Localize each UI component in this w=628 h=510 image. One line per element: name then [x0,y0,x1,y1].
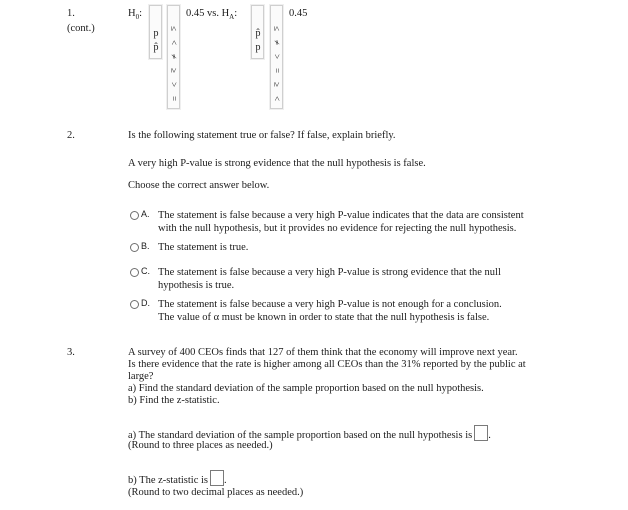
option-c-radio[interactable] [130,268,139,277]
q3-part-b: b) The z-statistic is . [128,470,227,486]
q1-number: 1. [67,8,75,19]
ha-symbol-option[interactable]: = [272,67,282,74]
option-b-text[interactable]: The statement is true. [158,242,249,253]
q3-number: 3. [67,347,75,358]
option-a-letter: A. [141,209,150,219]
option-c-text[interactable]: The statement is false because a very high P-value is strong evidence that the null hypothesis is true. [158,267,501,291]
option-d-radio[interactable] [130,300,139,309]
std-dev-answer-box[interactable] [474,425,488,441]
h0-symbol-option[interactable]: ≠ [169,54,179,59]
option-a-text[interactable]: The statement is false because a very high P-value indicates that the data are consistent with the null hypothesis, but it provides no evidence for rejecting the null hypothesis. [158,210,524,234]
h0-option-p-hat[interactable]: p̂ [153,42,159,53]
ha-option-p-plain[interactable]: p [255,42,261,53]
h0-symbol-option[interactable]: ≥ [169,68,179,73]
q1-ha-value: 0.45 [289,8,308,19]
option-b-letter: B. [141,241,150,251]
option-d-text[interactable]: The statement is false because a very high P-value is not enough for a conclusion. The value of α must be known in order to state that the null hypothesis is false. [158,299,502,323]
h0-symbol-option[interactable]: < [169,39,179,46]
ha-option-p[interactable]: p̂ [255,28,261,39]
ha-relation-dropdown[interactable] [270,5,283,109]
ha-symbol-option[interactable]: < [272,95,282,102]
h0-symbol-option[interactable]: > [169,81,179,88]
z-statistic-answer-box[interactable] [210,470,224,486]
h0-symbol-option[interactable]: = [169,95,179,102]
h0-relation-dropdown[interactable] [167,5,180,109]
ha-symbol-option[interactable]: > [272,53,282,60]
q2-instruction: Choose the correct answer below. [128,180,270,191]
q2-question: Is the following statement true or false? If false, explain briefly. [128,130,396,141]
q2-statement: A very high P-value is strong evidence that the null hypothesis is false. [128,158,426,169]
h0-parameter-dropdown[interactable] [149,5,162,59]
q1-h0-value-vs-ha: 0.45 vs. $H_A$: [186,8,238,22]
option-a-radio[interactable] [130,211,139,220]
ha-symbol-option[interactable]: ≤ [272,26,282,31]
q3-part-a: a) The standard deviation of the sample proportion based on the null hypothesis is . [128,425,491,441]
q1-h0-label: $H_0$: [128,8,143,22]
ha-parameter-dropdown[interactable] [251,5,264,59]
q2-number: 2. [67,130,75,141]
q3-part-b-note: (Round to two decimal places as needed.) [128,487,304,498]
h0-option-p[interactable]: p [153,28,159,39]
ha-symbol-option[interactable]: ≥ [272,82,282,87]
option-b-radio[interactable] [130,243,139,252]
q3-part-a-note: (Round to three places as needed.) [128,440,273,451]
h0-symbol-option[interactable]: ≤ [169,26,179,31]
q3-prompt: A survey of 400 CEOs finds that 127 of them think that the economy will improve next year. Is there evidence that the rate is higher among all CEOs than the 31% reported by the public at large? a) Find the standard deviation of the sample proportion based on the null hypothesis. b) Find the z-statistic. [128,347,526,406]
option-c-letter: C. [141,266,150,276]
q1-cont-label: (cont.) [67,23,95,34]
ha-symbol-option[interactable]: ≠ [272,40,282,45]
option-d-letter: D. [141,298,150,308]
